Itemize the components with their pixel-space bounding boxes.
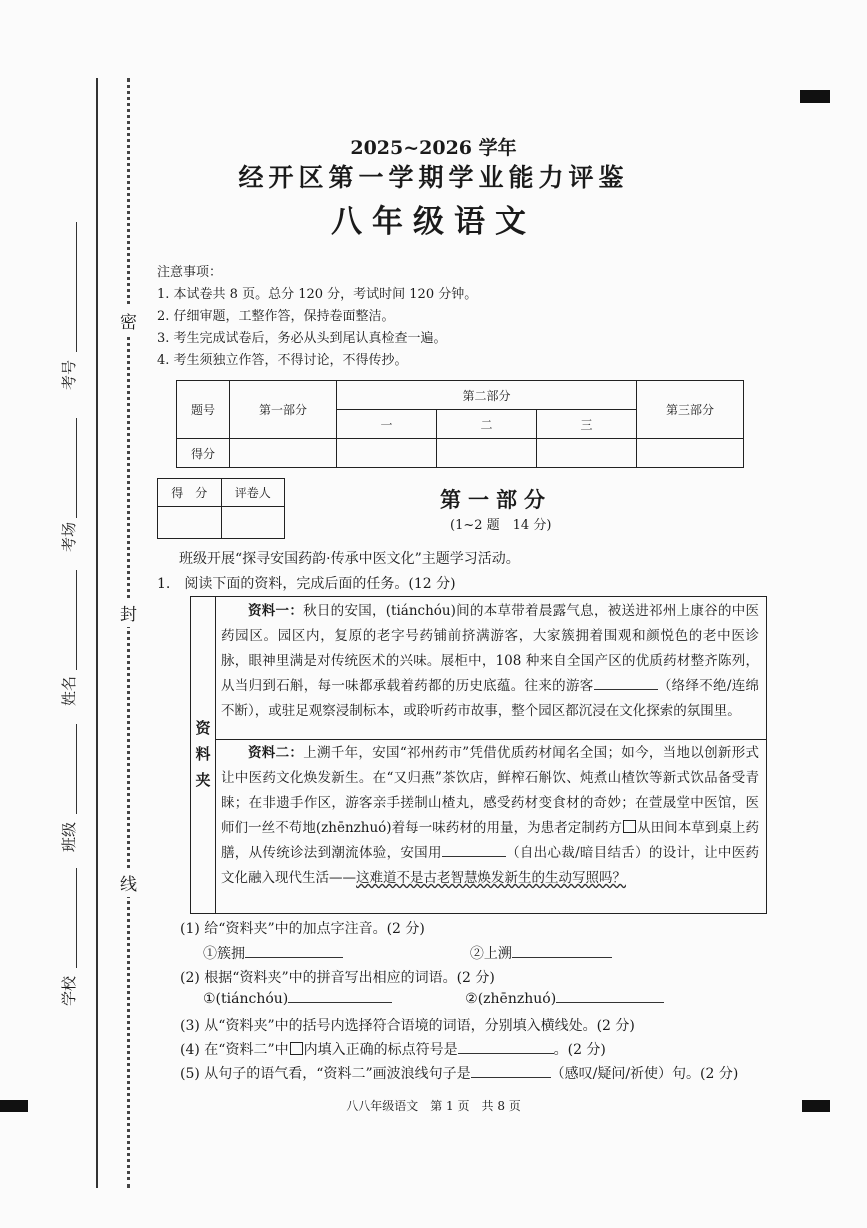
- answer-blank-1-2-a[interactable]: [288, 1002, 392, 1003]
- question-1-2-items: ①(tiánchóu) ②(zhēnzhuó): [203, 991, 664, 1007]
- exam-subject: 八年级语文: [331, 204, 536, 240]
- registration-mark-top-right: [800, 90, 830, 103]
- score-table-part2: 第二部分: [337, 381, 637, 410]
- note-item: 2. 仔细审题，工整作答，保持卷面整洁。: [157, 309, 395, 324]
- grader-label: 评卷人: [221, 479, 285, 507]
- note-item: 1. 本试卷共 8 页。总分 120 分，考试时间 120 分钟。: [157, 287, 478, 302]
- grader-table: [157, 478, 285, 539]
- seal-char-mi: 密: [120, 306, 137, 335]
- question-1-4: (4) 在“资料二”中 内填入正确的标点符号是 。(2 分): [180, 1042, 606, 1058]
- score-cell[interactable]: [637, 439, 744, 468]
- score-table: [176, 380, 744, 468]
- question-1-1-items: ①簇拥 ②上溯: [203, 943, 612, 963]
- material-box: [190, 596, 767, 914]
- question-1-3: (3) 从“资料夹”中的括号内选择符合语境的词语，分别填入横线处。(2 分): [180, 1018, 635, 1034]
- notes-block: [157, 262, 477, 372]
- punctuation-box[interactable]: [623, 820, 636, 833]
- answer-blank-1-1-b[interactable]: [512, 957, 612, 958]
- score-table-part1: 第一部分: [230, 381, 337, 439]
- exam-title: 经开区第一学期学业能力评鉴: [238, 163, 629, 192]
- grader-score-label: 得 分: [158, 479, 222, 507]
- side-field-banji: 班级: [60, 821, 78, 852]
- note-item: 4. 考生须独立作答，不得讨论，不得传抄。: [157, 353, 408, 368]
- score-table-row-label: 题号: [177, 381, 230, 439]
- question-1: 1. 阅读下面的资料，完成后面的任务。(12 分): [157, 576, 456, 592]
- grader-score-cell[interactable]: [158, 507, 222, 539]
- score-cell[interactable]: [230, 439, 337, 468]
- score-table-part2-sub: 二: [436, 410, 536, 439]
- notes-heading: 注意事项：: [157, 265, 223, 280]
- answer-blank-1-2-b[interactable]: [556, 1002, 664, 1003]
- wavy-underlined-sentence: 这难道不是古老智慧焕发新生的生动写照吗？: [356, 870, 626, 886]
- material-1-label: 资料一：: [248, 603, 304, 619]
- side-blank-xuexiao[interactable]: [76, 868, 77, 968]
- page-footer: 八八年级语文 第 1 页 共 8 页: [346, 1099, 521, 1113]
- seal-char-xian: 线: [120, 868, 137, 897]
- material-2-label: 资料二：: [248, 745, 304, 761]
- answer-blank-1-4[interactable]: [458, 1053, 554, 1054]
- side-field-xingming: 姓名: [60, 675, 78, 706]
- score-table-part2-sub: 三: [536, 410, 636, 439]
- material-box-label: 资 料 夹: [195, 719, 211, 789]
- side-field-kaochang: 考场: [60, 521, 78, 552]
- side-field-kaohao: 考号: [60, 359, 78, 390]
- grader-name-cell[interactable]: [221, 507, 285, 539]
- side-blank-banji[interactable]: [76, 724, 77, 814]
- score-cell[interactable]: [436, 439, 536, 468]
- side-blank-kaohao[interactable]: [76, 222, 77, 352]
- answer-blank-choice-1[interactable]: [594, 689, 658, 690]
- side-blank-xingming[interactable]: [76, 570, 77, 670]
- material-divider: [215, 739, 766, 740]
- answer-blank-1-5[interactable]: [471, 1077, 551, 1078]
- seal-char-feng: 封: [120, 598, 137, 627]
- material-box-side: [191, 597, 216, 913]
- score-cell[interactable]: [536, 439, 636, 468]
- answer-blank-choice-2[interactable]: [442, 856, 506, 857]
- punctuation-box-ref: [290, 1042, 303, 1055]
- note-item: 3. 考生完成试卷后，务必从头到尾认真检查一遍。: [157, 331, 447, 346]
- question-1-2: (2) 根据“资料夹”中的拼音写出相应的词语。(2 分): [180, 970, 495, 986]
- section-title: 第一部分: [440, 487, 552, 512]
- binding-solid-line: [96, 78, 98, 1188]
- side-blank-kaochang[interactable]: [76, 418, 77, 518]
- score-table-part2-sub: 一: [337, 410, 437, 439]
- score-table-part3: 第三部分: [637, 381, 744, 439]
- exam-year: 2025~2026 学年: [350, 137, 517, 159]
- answer-blank-1-1-a[interactable]: [245, 957, 343, 958]
- score-cell[interactable]: [337, 439, 437, 468]
- side-field-xuexiao: 学校: [60, 975, 78, 1006]
- question-1-1: (1) 给“资料夹”中的加点字注音。(2 分): [180, 921, 425, 937]
- activity-intro: 班级开展“探寻安国药韵·传承中医文化”主题学习活动。: [179, 551, 520, 567]
- score-table-score-label: 得分: [177, 439, 230, 468]
- section-subtitle: (1~2 题 14 分): [450, 518, 552, 533]
- material-2: 资料二：上溯千年，安国“祁州药市”凭借优质药材闻名全国；如今，当地以创新形式让中医药文化焕发新生。在“又归燕”茶饮店，鲜榨石斛饮、炖煮山楂饮等新式饮品备受青睐；在非遗手作区，游客亲手搓制山楂丸，感受药材变食材的奇妙；在萱晟堂中医馆，医师们一丝不苟地(zhēnzhuó)着每一味药材的用量，为患者定制药方 从田间本草到桌上药膳，从传统诊法到潮流体验，安国用 （自出心裁/暗目结舌）的设计，让中医药文化融入现代生活——这难道不是古老智慧焕发新生的生动写照吗？: [221, 745, 760, 886]
- question-1-5: (5) 从句子的语气看，“资料二”画波浪线句子是 （感叹/疑问/祈使）句。(2 分): [180, 1066, 739, 1082]
- binding-dotted-line: [127, 78, 130, 1188]
- material-1: 资料一：秋日的安国，(tiánchóu)间的本草带着晨露气息，被送进祁州上康谷的中医药园区。园区内，复原的老字号药铺前挤满游客，大家簇拥着围观和颜悦色的老中医诊脉，眼神里满是对传统医术的兴味。展柜中，108 种来自全国产区的优质药材整齐陈列，从当归到石斛，每一味都承载着药都的历史底蕴。往来的游客 （络绎不绝/连绵不断），或驻足观察浸制标本，或聆听药市故事，整个园区都沉浸在文化探索的氛围里。: [221, 603, 760, 719]
